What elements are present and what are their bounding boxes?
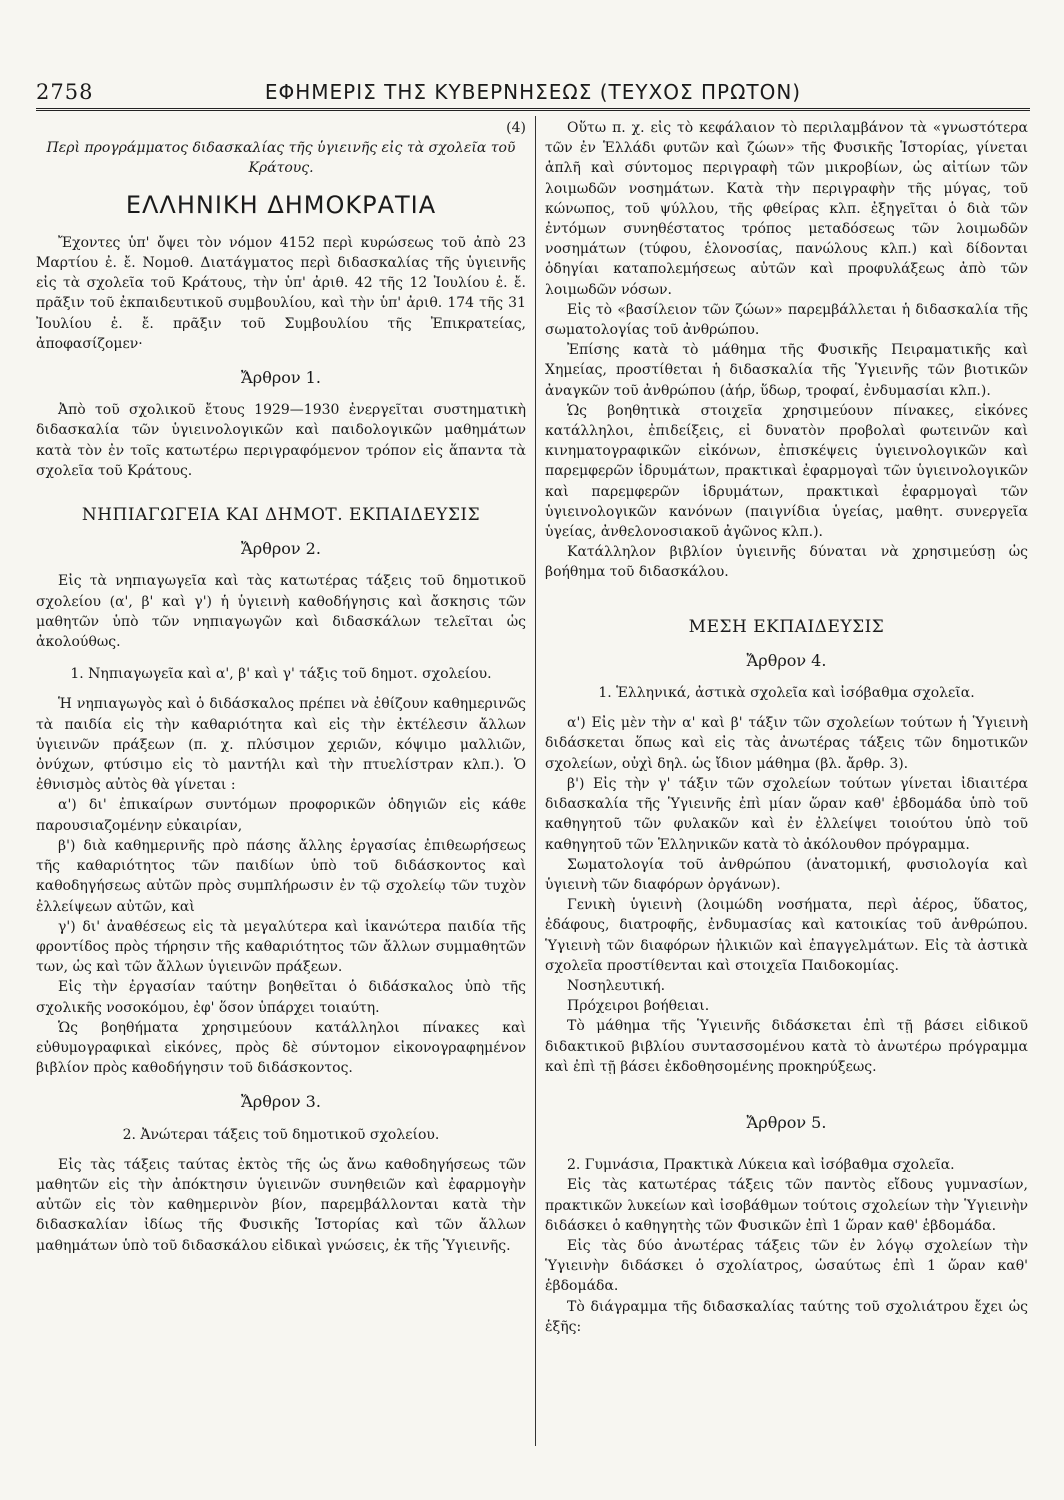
paragraph-gymnasia: Εἰς τὰς κατωτέρας τάξεις τῶν παντὸς εἴδους γυμνασίων, πρακτικῶν λυκείων καὶ ἰσοβάθμων τούτοις σχολείων τὴν Ὑγιεινὴν διδάσκει ὁ καθηγητὴς τῶν Φυσικῶν ἐπὶ 1 ὥραν καθ' ἑβδομάδα. bbox=[545, 1177, 1028, 1234]
section-heading-secondary: ΜΕΣΗ ΕΚΠΑΙΔΕΥΣΙΣ bbox=[688, 616, 885, 637]
section-heading-primary: ΝΗΠΙΑΓΩΓΕΙΑ ΚΑΙ ΔΗΜΟΤ. ΕΚΠΑΙΔΕΥΣΙΣ bbox=[81, 505, 481, 526]
paragraph-nosokomos: Εἰς τὴν ἐργασίαν ταύτην βοηθεῖται ὁ διδάσκαλος ὑπὸ τῆς σχολικῆς νοσοκόμου, ἐφ' ὅσον ὑπάρχει τοιαύτη. bbox=[36, 979, 526, 1016]
article-3-text: Εἰς τὰς τάξεις ταύτας ἐκτὸς τῆς ὡς ἄνω καθοδηγήσεως τῶν μαθητῶν εἰς τὴν ἀπόκτησιν ὑγιεινῶν συνηθειῶν καὶ ἐφαρμογὴν αὐτῶν εἰς τὸν καθημερινὸν βίον, παρεμβάλλονται κατὰ τὴν διδασκαλίαν ἰδίως τῆς Φυσικῆς Ἱστορίας καὶ τῶν ἄλλων μαθημάτων ὑπὸ τοῦ διδασκάλου εἰδικαὶ γνώσεις, ἐκ τῆς Ὑγιεινῆς. bbox=[36, 1156, 526, 1254]
left-column bbox=[36, 118, 526, 1480]
list-item-4b: β') Εἰς τὴν γ' τάξιν τῶν σχολείων τούτων γίνεται ἰδιαιτέρα διδασκαλία τῆς Ὑγιεινῆς ἐπὶ μίαν ὥραν καθ' ἑβδομάδα ὑπὸ τοῦ καθηγητοῦ τῶν φυλακῶν καὶ ἐν ἐλλείψει τοιούτου ὑπὸ τοῦ καθηγητοῦ τῶν Ἑλληνικῶν κατὰ τὸ ἀκόλουθον πρόγραμμα. bbox=[545, 775, 1028, 853]
article-5-title: Ἄρθρον 5. bbox=[746, 1112, 827, 1132]
paragraph-nosileutiki: Νοσηλευτική. bbox=[567, 977, 666, 994]
subheading-hellenic-schools: 1. Ἑλληνικά, ἀστικὰ σχολεῖα καὶ ἰσόβαθμα σχολεῖα. bbox=[598, 685, 975, 702]
preamble: Ἔχοντες ὑπ' ὄψει τὸν νόμον 4152 περὶ κυρώσεως τοῦ ἀπὸ 23 Μαρτίου ἐ. ἔ. Νομοθ. Διατάγματος περὶ διδασκαλίας τῆς ὑγιεινῆς εἰς τὰ σχολεῖα τοῦ Κράτους, τὴν ὑπ' ἀριθ. 42 τῆς 12 Ἰουλίου ἐ. ἔ. πρᾶξιν τοῦ ἐκπαιδευτικοῦ συμβουλίου, καὶ τὴν ὑπ' ἀριθ. 174 τῆς 31 Ἰουλίου ἐ. ἔ. πρᾶξιν τοῦ Συμβουλίου τῆς Ἐπικρατείας, ἀποφασίζομεν· bbox=[36, 234, 526, 352]
page-header bbox=[36, 80, 1030, 111]
paragraph-voithitika: Ὡς βοηθητικὰ στοιχεῖα χρησιμεύουν πίνακες, εἰκόνες κατάλληλοι, ἐπιδείξεις, εἰ δυνατὸν προβολαὶ φωτεινῶν καὶ κινηματογραφικῶν εἰκόνων, ἐπισκέψεις ὑγιεινολογικῶν καὶ παρεμφερῶν ἱδρυμάτων, πρακτικαὶ ἐφαρμογαὶ τῶν ὑγιεινολογικῶν καὶ παρεμφερῶν ἱδρυμάτων, πρακτικαὶ ἐφαρμογαὶ τῶν ὑγιεινολογικῶν κανόνων (παιγνίδια ὑγείας, μαθητ. συνεργεῖα ὑγείας, ἀνθελονοσιακοῦ ἀγῶνος κλπ.). bbox=[545, 402, 1028, 541]
article-4-title: Ἄρθρον 4. bbox=[746, 650, 827, 670]
list-item-4a: α') Εἰς μὲν τὴν α' καὶ β' τάξιν τῶν σχολείων τούτων ἡ Ὑγιεινὴ διδάσκεται ὅπως καὶ εἰς τὰς ἀνωτέρας τάξεις τῶν δημοτικῶν σχολείων, οὐχὶ δηλ. ὡς ἴδιον μάθημα (βλ. ἄρθρ. 3). bbox=[545, 715, 1028, 772]
article-1-text: Ἀπὸ τοῦ σχολικοῦ ἔτους 1929—1930 ἐνεργεῖται συστηματικὴ διδασκαλία τῶν ὑγιεινολογικῶν καὶ παιδολογικῶν μαθημάτων κατὰ τὸν ἐν τοῖς κατωτέρω περιγραφόμενον τρόπον εἰς ἅπαντα τὰ σχολεῖα τοῦ Κράτους. bbox=[36, 402, 526, 479]
paragraph-mathima: Τὸ μάθημα τῆς Ὑγιεινῆς διδάσκεται ἐπὶ τῇ βάσει εἰδικοῦ διδακτικοῦ βιβλίου συντασσομένου κατὰ τὸ ἀνωτέρω πρόγραμμα καὶ ἐπὶ τῇ βάσει ἐκδοθησομένης προκηρύξεως. bbox=[545, 1018, 1028, 1075]
decree-subject: Περὶ προγράμματος διδασκαλίας τῆς ὑγιεινῆς εἰς τὰ σχολεῖα τοῦ Κράτους. bbox=[46, 140, 516, 177]
paragraph-diagramma: Τὸ διάγραμμα τῆς διδασκαλίας ταύτης τοῦ σχολιάτρου ἔχει ὡς ἑξῆς: bbox=[545, 1298, 1028, 1335]
journal-title: ΕΦΗΜΕΡΙΣ ΤΗΣ ΚΥΒΕΡΝΗΣΕΩΣ (ΤΕΥΧΟΣ ΠΡΩΤΟΝ) bbox=[264, 80, 802, 104]
paragraph-dyo: Εἰς τὰς δύο ἀνωτέρας τάξεις τῶν ἐν λόγῳ σχολείων τὴν Ὑγιεινὴν διδάσκει ὁ σχολίατρος, ὡσαύτως ἐπὶ 1 ὥραν καθ' ἑβδομάδα. bbox=[545, 1237, 1028, 1295]
paragraph-vivlion: Κατάλληλον βιβλίον ὑγιεινῆς δύναται νὰ χρησιμεύσῃ ὡς βοήθημα τοῦ διδασκάλου. bbox=[545, 544, 1028, 581]
paragraph-vasileion: Εἰς τὸ «βασίλειον τῶν ζώων» παρεμβάλλεται ἡ διδασκαλία τῆς σωματολογίας τοῦ ἀνθρώπου. bbox=[545, 301, 1028, 339]
republic-heading: ΕΛΛΗΝΙΚΗ ΔΗΜΟΚΡΑΤΙΑ bbox=[125, 190, 437, 219]
paragraph-fysiki: Ἐπίσης κατὰ τὸ μάθημα τῆς Φυσικῆς Πειραματικῆς καὶ Χημείας, προστίθεται ἡ διδασκαλία τῆς Ὑγιεινῆς τῶν βιοτικῶν ἀναγκῶν τοῦ ἀνθρώπου (ἀήρ, ὕδωρ, τροφαί, ἐνδυμασίαι κλπ.). bbox=[545, 342, 1028, 399]
decree-number: (4) bbox=[506, 120, 526, 136]
page-number: 2758 bbox=[36, 80, 94, 104]
paragraph-somatologia: Σωματολογία τοῦ ἀνθρώπου (ἀνατομική, φυσιολογία καὶ ὑγιεινὴ τῶν διαφόρων ὀργάνων). bbox=[545, 856, 1028, 893]
list-item-b: β') διὰ καθημερινῆς πρὸ πάσης ἄλλης ἐργασίας ἐπιθεωρήσεως τῆς καθαριότητος τῶν παιδίων ὑπὸ τοῦ διδάσκοντος καὶ καθοδηγήσεως αὐτῶν πρὸς συμπλήρωσιν ἐν τῷ σχολείῳ τῶν τυχὸν ἐλλείψεων αὐτῶν, καὶ bbox=[36, 837, 526, 915]
article-3-title: Ἄρθρον 3. bbox=[241, 1092, 321, 1112]
list-item-c: γ') δι' ἀναθέσεως εἰς τὰ μεγαλύτερα καὶ ἱκανώτερα παιδία τῆς φροντίδος πρὸς τήρησιν τῆς καθαριότητος τῶν ἄλλων συμμαθητῶν των, ὡς καὶ τῶν ἄλλων ὑγιεινῶν πράξεων. bbox=[36, 918, 526, 976]
article-2-title: Ἄρθρον 2. bbox=[241, 539, 321, 559]
subheading-gymnasia: 2. Γυμνάσια, Πρακτικὰ Λύκεια καὶ ἰσόβαθμα σχολεῖα. bbox=[567, 1157, 955, 1174]
paragraph-proxeiroi: Πρόχειροι βοήθειαι. bbox=[567, 998, 710, 1015]
paragraph-voithimata: Ὡς βοηθήματα χρησιμεύουν κατάλληλοι πίνακες καὶ εὐθυμογραφικαὶ εἰκόνες, πρὸς δὲ σύντομον εἰκονογραφημένον βιβλίον πρὸς καθοδήγησιν τοῦ διδάσκοντος. bbox=[36, 1019, 526, 1077]
subheading-upper-classes: 2. Ἀνώτεραι τάξεις τοῦ δημοτικοῦ σχολείου. bbox=[122, 1126, 440, 1143]
subheading-kindergarten: 1. Νηπιαγωγεῖα καὶ α', β' καὶ γ' τάξις τοῦ δημοτ. σχολείου. bbox=[70, 666, 492, 683]
paragraph-geniki: Γενικὴ ὑγιεινὴ (λοιμώδη νοσήματα, περὶ ἀέρος, ὕδατος, ἐδάφους, διατροφῆς, ἐνδυμασίας καὶ κατοικίας τοῦ ἀνθρώπου. Ὑγιεινὴ τῶν διαφόρων ἡλικιῶν καὶ ἐπαγγελμάτων. Εἰς τὰ ἀστικὰ σχολεῖα προστίθενται καὶ στοιχεῖα Παιδοκομίας. bbox=[545, 897, 1028, 974]
column-divider bbox=[535, 116, 536, 1446]
article-2-text: Εἰς τὰ νηπιαγωγεῖα καὶ τὰς κατωτέρας τάξεις τοῦ δημοτικοῦ σχολείου (α', β' καὶ γ') ἡ ὑγιεινὴ καθοδήγησις καὶ ἄσκησις τῶν μαθητῶν ὑπὸ τῶν νηπιαγωγῶν καὶ διδασκάλων τελεῖται ὡς ἀκολούθως. bbox=[36, 573, 526, 651]
paragraph-nipiagogos: Ἡ νηπιαγωγὸς καὶ ὁ διδάσκαλος πρέπει νὰ ἐθίζουν καθημερινῶς τὰ παιδία εἰς τὴν καθαριότητα καὶ εἰς τὴν ἐκτέλεσιν ἄλλων ὑγιεινῶν πράξεων (π. χ. πλύσιμον χεριῶν, κόψιμο μαλλιῶν, ὀνύχων, φτύσιμο εἰς τὸ μαντήλι καὶ τὴν πτυελίστραν κλπ.). Ὁ ἐθνισμὸς αὐτὸς θὰ γίνεται : bbox=[36, 696, 526, 794]
right-column bbox=[545, 118, 1028, 1480]
list-item-a: α') δι' ἐπικαίρων συντόμων προφορικῶν ὁδηγιῶν εἰς κάθε παρουσιαζομένην εὐκαιρίαν, bbox=[36, 797, 526, 834]
paragraph-outo: Οὕτω π. χ. εἰς τὸ κεφάλαιον τὸ περιλαμβάνον τὰ «γνωστότερα τῶν ἐν Ἑλλάδι φυτῶν καὶ ζώων» τῆς Φυσικῆς Ἱστορίας, γίνεται ἁπλῆ καὶ σύντομος περιγραφὴ τῶν μικροβίων, ὡς αἰτίων τῶν λοιμωδῶν νοσημάτων. Κατὰ τὴν περιγραφὴν τῆς μύγας, τοῦ κώνωπος, τοῦ ψύλλου, τῆς φθείρας κλπ. ἐξηγεῖται ὁ διὰ τῶν ἐντόμων συνηθέστατος τρόπος μεταδόσεως τῶν λοιμωδῶν νοσημάτων (τύφου, ἑλονοσίας, πανώλους κλπ.) καὶ δίδονται ὁδηγίαι καταπολεμήσεως αὐτῶν καὶ προφυλάξεως ἀπὸ τῶν λοιμωδῶν νόσων. bbox=[545, 120, 1028, 298]
article-1-title: Ἄρθρον 1. bbox=[241, 368, 321, 388]
